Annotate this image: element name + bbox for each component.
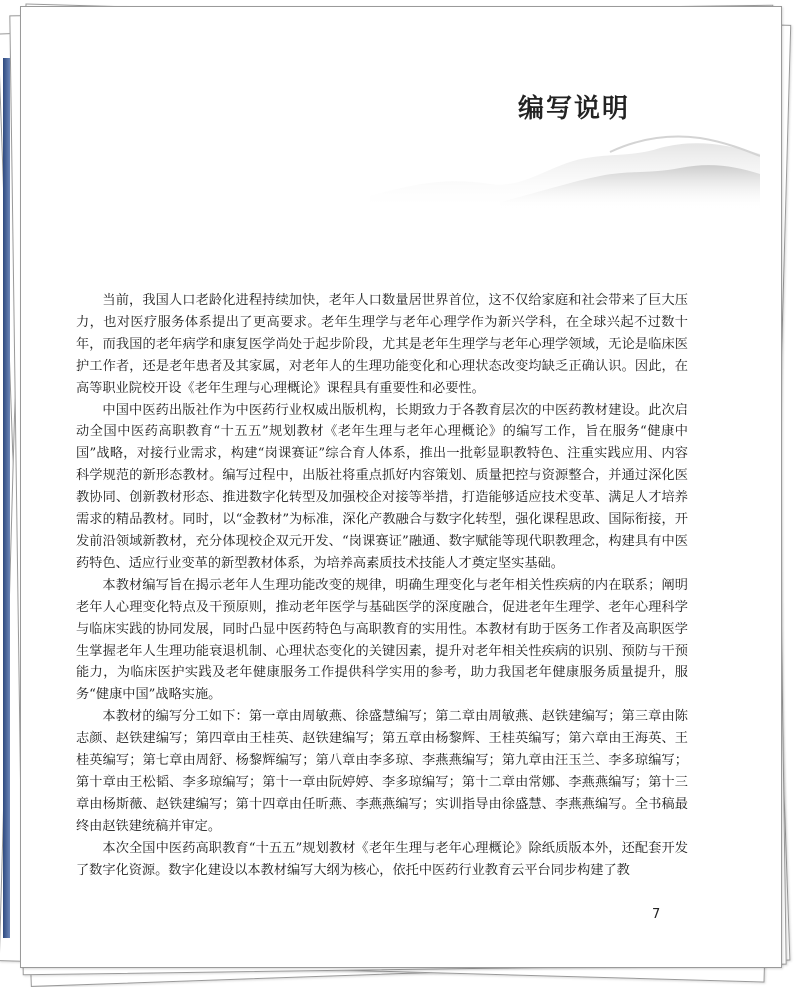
paragraph: 本教材编写旨在揭示老年人生理功能改变的规律，明确生理变化与老年相关性疾病的内在联系；阐明老年人心理变化特点及干预原则，推动老年医学与基础医学的深度融合，促进老年生理学、老年心理科学与临床实践的协同发展，同时凸显中医药特色与高职教育的实用性。本教材有助于医务工作者及高职医学生掌握老年人生理功能衰退机制、心理状态变化的关键因素，提升对老年相关性疾病的识别、预防与干预能力，为临床医护实践及老年健康服务工作提供科学实用的参考，助力我国老年健康服务质量提升，服务“健康中国”战略实施。	[76, 577, 688, 703]
mountain-ink-decoration	[360, 112, 760, 210]
paragraph: 中国中医药出版社作为中医药行业权威出版机构，长期致力于各教育层次的中医药教材建设。此次启动全国中医药高职教育“十五五”规划教材《老年生理与老年心理概论》的编写工作，旨在服务“健康中国”战略，对接行业需求，构建“岗课赛证”综合育人体系，推出一批彰显职教特色、注重实践应用、内容科学规范的新形态教材。编写过程中，出版社将重点抓好内容策划、质量把控与资源整合，并通过深化医教协同、创新教材形态、推进数字化转型及加强校企对接等举措，打造能够适应技术变革、满足人才培养需求的精品教材。同时，以“金教材”为标准，深化产教融合与数字化转型，强化课程思政、国际衔接，开发前沿领域新教材，充分体现校企双元开发、“岗课赛证”融通、数字赋能等现代职教理念，构建具有中医药特色、适应行业变革的新型教材体系，为培养高素质技术技能人才奠定坚实基础。	[76, 402, 688, 571]
paragraph: 当前，我国人口老龄化进程持续加快，老年人口数量居世界首位，这不仅给家庭和社会带来了巨大压力，也对医疗服务体系提出了更高要求。老年生理学与老年心理学作为新兴学科，在全球兴起不过数十年，而我国的老年病学和康复医学尚处于起步阶段，尤其是老年生理学与老年心理学领域，无论是临床医护工作者，还是老年患者及其家属，对老年人的生理功能变化和心理状态改变均缺乏正确认识。因此，在高等职业院校开设《老年生理与心理概论》课程具有重要性和必要性。	[76, 293, 688, 396]
paragraph: 本次全国中医药高职教育“十五五”规划教材《老年生理与老年心理概论》除纸质版本外，还配套开发了数字化资源。数字化建设以本教材编写大纲为核心，依托中医药行业教育云平台同步构建了教	[76, 840, 688, 878]
page-title: 编写说明	[517, 94, 630, 124]
body-text	[76, 290, 688, 881]
book-spine-edge	[3, 58, 10, 938]
page-number: 7	[652, 907, 661, 922]
paragraph: 本教材的编写分工如下：第一章由周敏燕、徐盛慧编写；第二章由周敏燕、赵铁建编写；第三章由陈志颜、赵铁建编写；第四章由王桂英、赵铁建编写；第五章由杨黎辉、王桂英编写；第六章由王海英、王桂英编写；第七章由周舒、杨黎辉编写；第八章由李多琼、李燕燕编写；第九章由汪玉兰、李多琼编写；第十章由王松韬、李多琼编写；第十一章由阮婷婷、李多琼编写；第十二章由常娜、李燕燕编写；第十三章由杨斯薇、赵铁建编写；第十四章由任昕燕、李燕燕编写；实训指导由徐盛慧、李燕燕编写。全书稿最终由赵铁建统稿并审定。	[76, 709, 688, 834]
